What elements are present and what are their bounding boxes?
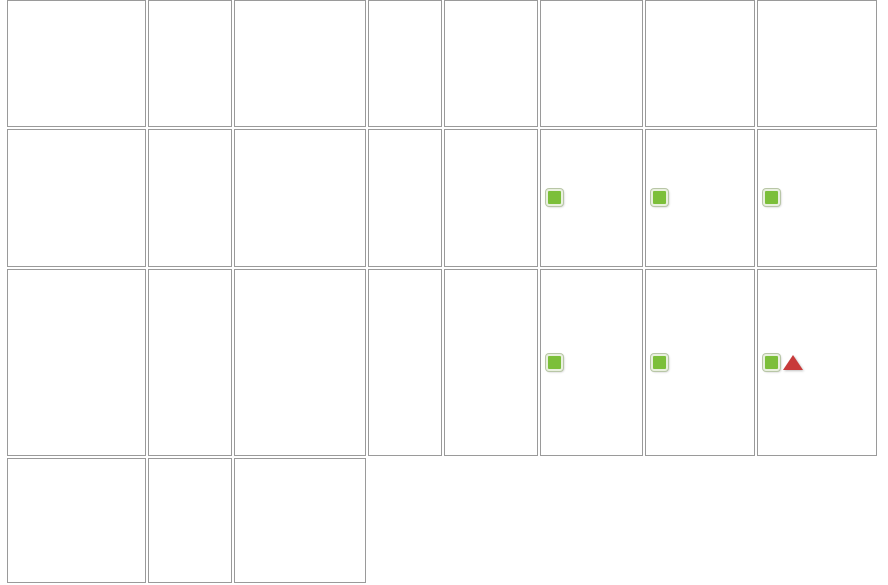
design-cell xyxy=(540,269,643,456)
green-square-icon xyxy=(546,354,563,371)
table-row xyxy=(7,0,877,127)
icon-group xyxy=(543,352,640,374)
country-cell xyxy=(148,0,231,127)
developer-cell xyxy=(7,458,146,583)
cells-cell xyxy=(645,0,754,127)
table-row xyxy=(7,129,877,267)
vaccine-table xyxy=(5,0,879,585)
country-cell xyxy=(148,129,231,267)
funding-cell xyxy=(444,129,538,267)
protein-cell xyxy=(757,269,877,456)
country-cell xyxy=(148,458,231,583)
platform-cell xyxy=(234,129,366,267)
protein-cell xyxy=(757,129,877,267)
country-cell xyxy=(148,269,231,456)
table-row xyxy=(7,458,877,583)
red-triangle-icon xyxy=(783,355,803,370)
icon-group xyxy=(760,352,874,374)
cells-cell xyxy=(645,269,754,456)
icon-group xyxy=(543,187,640,209)
green-square-icon xyxy=(546,189,563,206)
icon-group xyxy=(648,352,751,374)
developer-cell xyxy=(7,0,146,127)
phase-cell xyxy=(368,129,442,267)
protein-cell xyxy=(757,0,877,127)
icon-group xyxy=(648,187,751,209)
phase-cell xyxy=(368,0,442,127)
developer-cell xyxy=(7,129,146,267)
green-square-icon xyxy=(651,189,668,206)
green-square-icon xyxy=(651,354,668,371)
icon-group xyxy=(760,187,874,209)
green-square-icon xyxy=(763,354,780,371)
cells-cell xyxy=(645,129,754,267)
funding-cell xyxy=(444,0,538,127)
funding-cell xyxy=(444,269,538,456)
design-cell xyxy=(540,0,643,127)
platform-cell xyxy=(234,269,366,456)
developer-cell xyxy=(7,269,146,456)
table-row xyxy=(7,269,877,456)
design-cell xyxy=(540,129,643,267)
platform-cell xyxy=(234,458,366,583)
phase-cell xyxy=(368,269,442,456)
platform-cell xyxy=(234,0,366,127)
green-square-icon xyxy=(763,189,780,206)
